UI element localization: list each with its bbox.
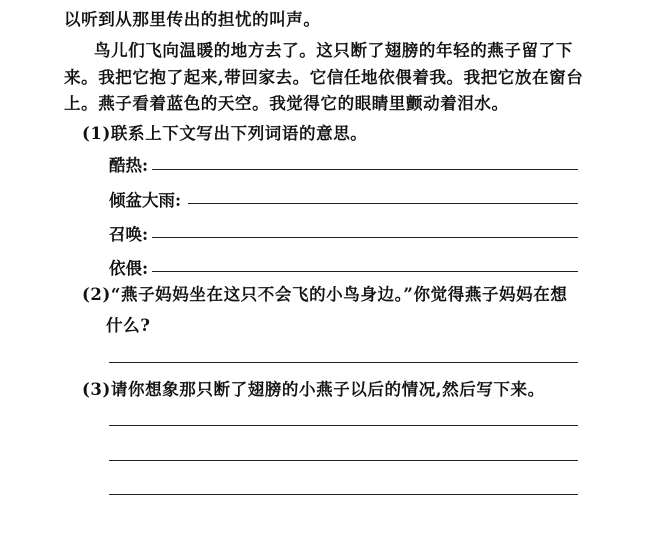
- answer-line-zhaohuan[interactable]: [152, 237, 578, 238]
- question-2-prompt-line-1: (2)“燕子妈妈坐在这只不会飞的小鸟身边。”你觉得燕子妈妈在想: [82, 285, 568, 304]
- answer-line-q3-3[interactable]: [109, 494, 578, 495]
- term-kure: 酷热:: [109, 156, 149, 175]
- term-zhaohuan: 召唤:: [109, 225, 149, 244]
- answer-line-kure[interactable]: [152, 169, 578, 170]
- passage-line-3: 来。我把它抱了起来,带回家去。它信任地依偎着我。我把它放在窗台: [64, 68, 584, 87]
- question-3-prompt: (3)请你想象那只断了翅膀的小燕子以后的情况,然后写下来。: [82, 380, 545, 399]
- question-2-prompt-line-2: 什么?: [106, 316, 151, 335]
- term-qingpendayu: 倾盆大雨:: [109, 191, 182, 210]
- passage-line-2: 鸟儿们飞向温暖的地方去了。这只断了翅膀的年轻的燕子留了下: [94, 41, 573, 60]
- answer-line-qingpendayu[interactable]: [188, 203, 578, 204]
- passage-line-4: 上。燕子看着蓝色的天空。我觉得它的眼睛里颤动着泪水。: [64, 94, 509, 113]
- answer-line-q3-1[interactable]: [109, 425, 578, 426]
- answer-line-q2[interactable]: [109, 362, 578, 363]
- term-yiwei: 依偎:: [109, 259, 149, 278]
- answer-line-q3-2[interactable]: [109, 460, 578, 461]
- answer-line-yiwei[interactable]: [152, 271, 578, 272]
- passage-line-1: 以听到从那里传出的担忧的叫声。: [64, 10, 321, 29]
- question-1-prompt: (1)联系上下文写出下列词语的意思。: [82, 124, 368, 143]
